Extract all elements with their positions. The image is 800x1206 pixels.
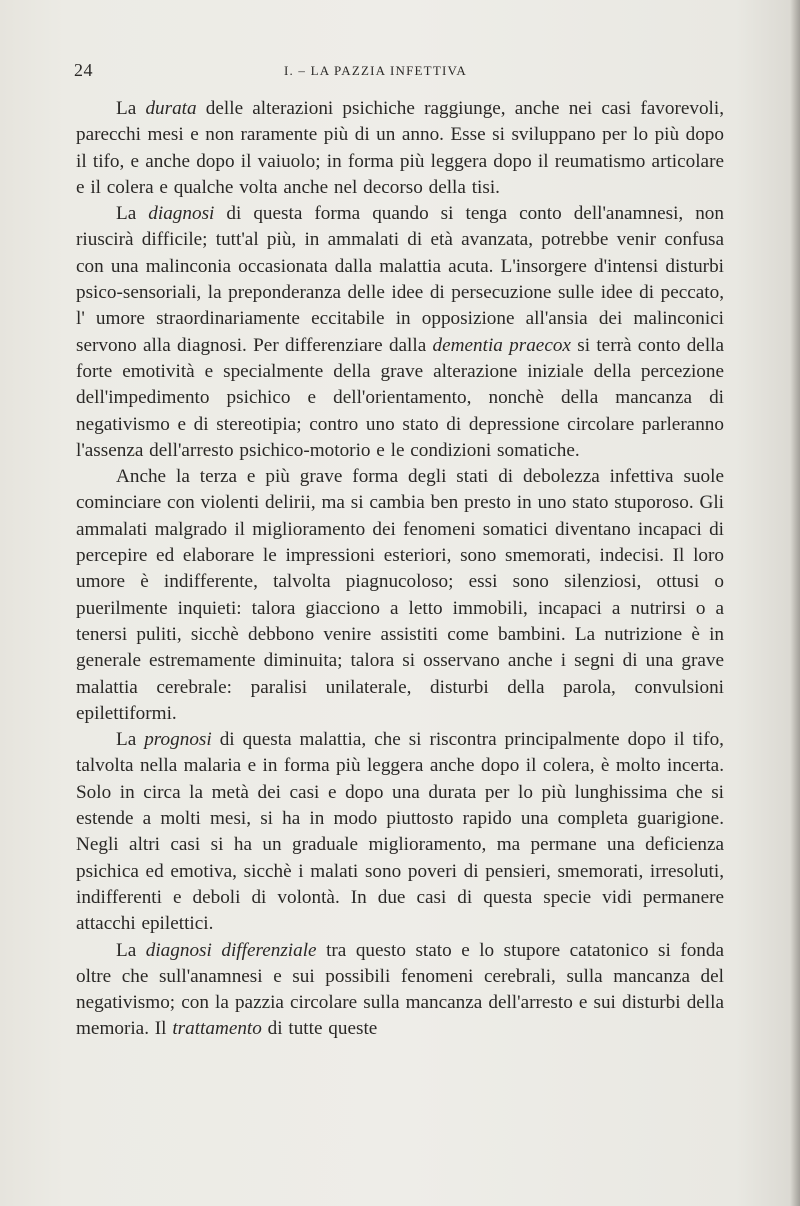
paragraph-text: La <box>116 203 149 225</box>
italic-term: diagnosi <box>148 203 215 225</box>
italic-term: trattamento <box>172 1018 262 1040</box>
italic-term: prognosi <box>144 729 212 751</box>
paragraph-diagnosi-differenziale <box>76 938 724 1043</box>
paragraph-text: La <box>116 939 146 961</box>
paragraph-text: delle alterazioni psichiche raggiunge, anche nei casi favorevoli, parecchi mesi e non raramente più di un anno. Esse si sviluppano per lo più dopo il tifo, e anche dopo il vaiuolo; in forma più leggera dopo il reumatismo articolare e il colera e qualche volta anche nel decorso della tisi. <box>76 98 724 198</box>
paragraph-text: di questa forma quando si tenga conto dell'anamnesi, non riuscirà difficile; tutt'al più, in ammalati di età avanzata, potrebbe venir confusa con una malinconia occasionata dalla malattia acuta. L'insorgere d'intensi disturbi psico-sensoriali, la preponderanza delle idee di persecuzione sulle idee di peccato, l' umore straordinariamente eccitabile in opposizione all'ansia dei malinconici servono alla diagnosi. Per differenziare dalla <box>76 203 724 356</box>
paragraph-text: di tutte queste <box>261 1018 378 1040</box>
paragraph-text: La <box>116 729 145 751</box>
body-text <box>76 96 724 1043</box>
page-header <box>74 60 724 90</box>
paragraph-text: di questa malattia, che si riscontra principalmente dopo il tifo, talvolta nella malaria e in forma più leggera anche dopo il colera, è molto incerta. Solo in circa la metà dei casi e dopo una durata per lo più lunghissima che si estende a molti mesi, si ha in modo piuttosto rapido una completa guarigione. Negli altri casi si ha un graduale miglioramento, ma permane una deficienza psichica ed emotiva, sicchè i malati sono poveri di pensieri, smemorati, irresoluti, indifferenti e deboli di volontà. In due casi di questa specie vidi permanere attacchi epilettici. <box>76 729 724 935</box>
italic-term: durata <box>145 98 197 119</box>
paragraph-prognosi <box>76 727 724 937</box>
running-title: I. – LA PAZZIA INFETTIVA <box>284 63 467 78</box>
page-number: 24 <box>74 60 93 80</box>
page-edge-shadow <box>790 0 800 1206</box>
paragraph-terza-forma <box>76 464 724 727</box>
paragraph-text: tra questo stato e lo stupore catatonico si fonda oltre che sull'anamnesi e sui possibili fenomeni cerebrali, sulla mancanza del negativismo; con la pazzia circolare sulla mancanza dell'arresto e sui disturbi della memoria. Il <box>76 939 724 1040</box>
italic-term: diagnosi differenziale <box>145 939 317 961</box>
paragraph-text: Anche la terza e più grave forma degli stati di debolezza infettiva suole cominciare con violenti delirii, ma si cambia ben presto in uno stato stuporoso. Gli ammalati malgrado il miglioramento dei fenomeni somatici diventano incapaci di percepire ed elaborare le impressioni esteriori, sono smemorati, indecisi. Il loro umore è indifferente, talvolta piagnucoloso; essi sono silenziosi, ottusi o puerilmente inquieti: talora giacciono a letto immobili, incapaci a nutrirsi o a tenersi puliti, sicchè debbono venire assistiti come bambini. La nutrizione è in generale estremamente diminuita; talora si osservano anche i segni di una grave malattia cerebrale: paralisi unilaterale, disturbi della parola, convulsioni epilettiformi. <box>76 466 724 724</box>
italic-term: dementia praecox <box>432 334 571 356</box>
paragraph-diagnosi <box>76 201 724 464</box>
paragraph-durata <box>76 96 724 201</box>
paragraph-text: La <box>116 98 146 119</box>
paragraph-text: si terrà conto della forte emotività e specialmente della grave alterazione iniziale della percezione dell'impedimento psichico e dell'orientamento, nonchè della mancanza di negativismo e di stereotipia; contro uno stato di depressione circolare parleranno l'assenza dell'arresto psichico-motorio e le condizioni somatiche. <box>76 334 724 461</box>
